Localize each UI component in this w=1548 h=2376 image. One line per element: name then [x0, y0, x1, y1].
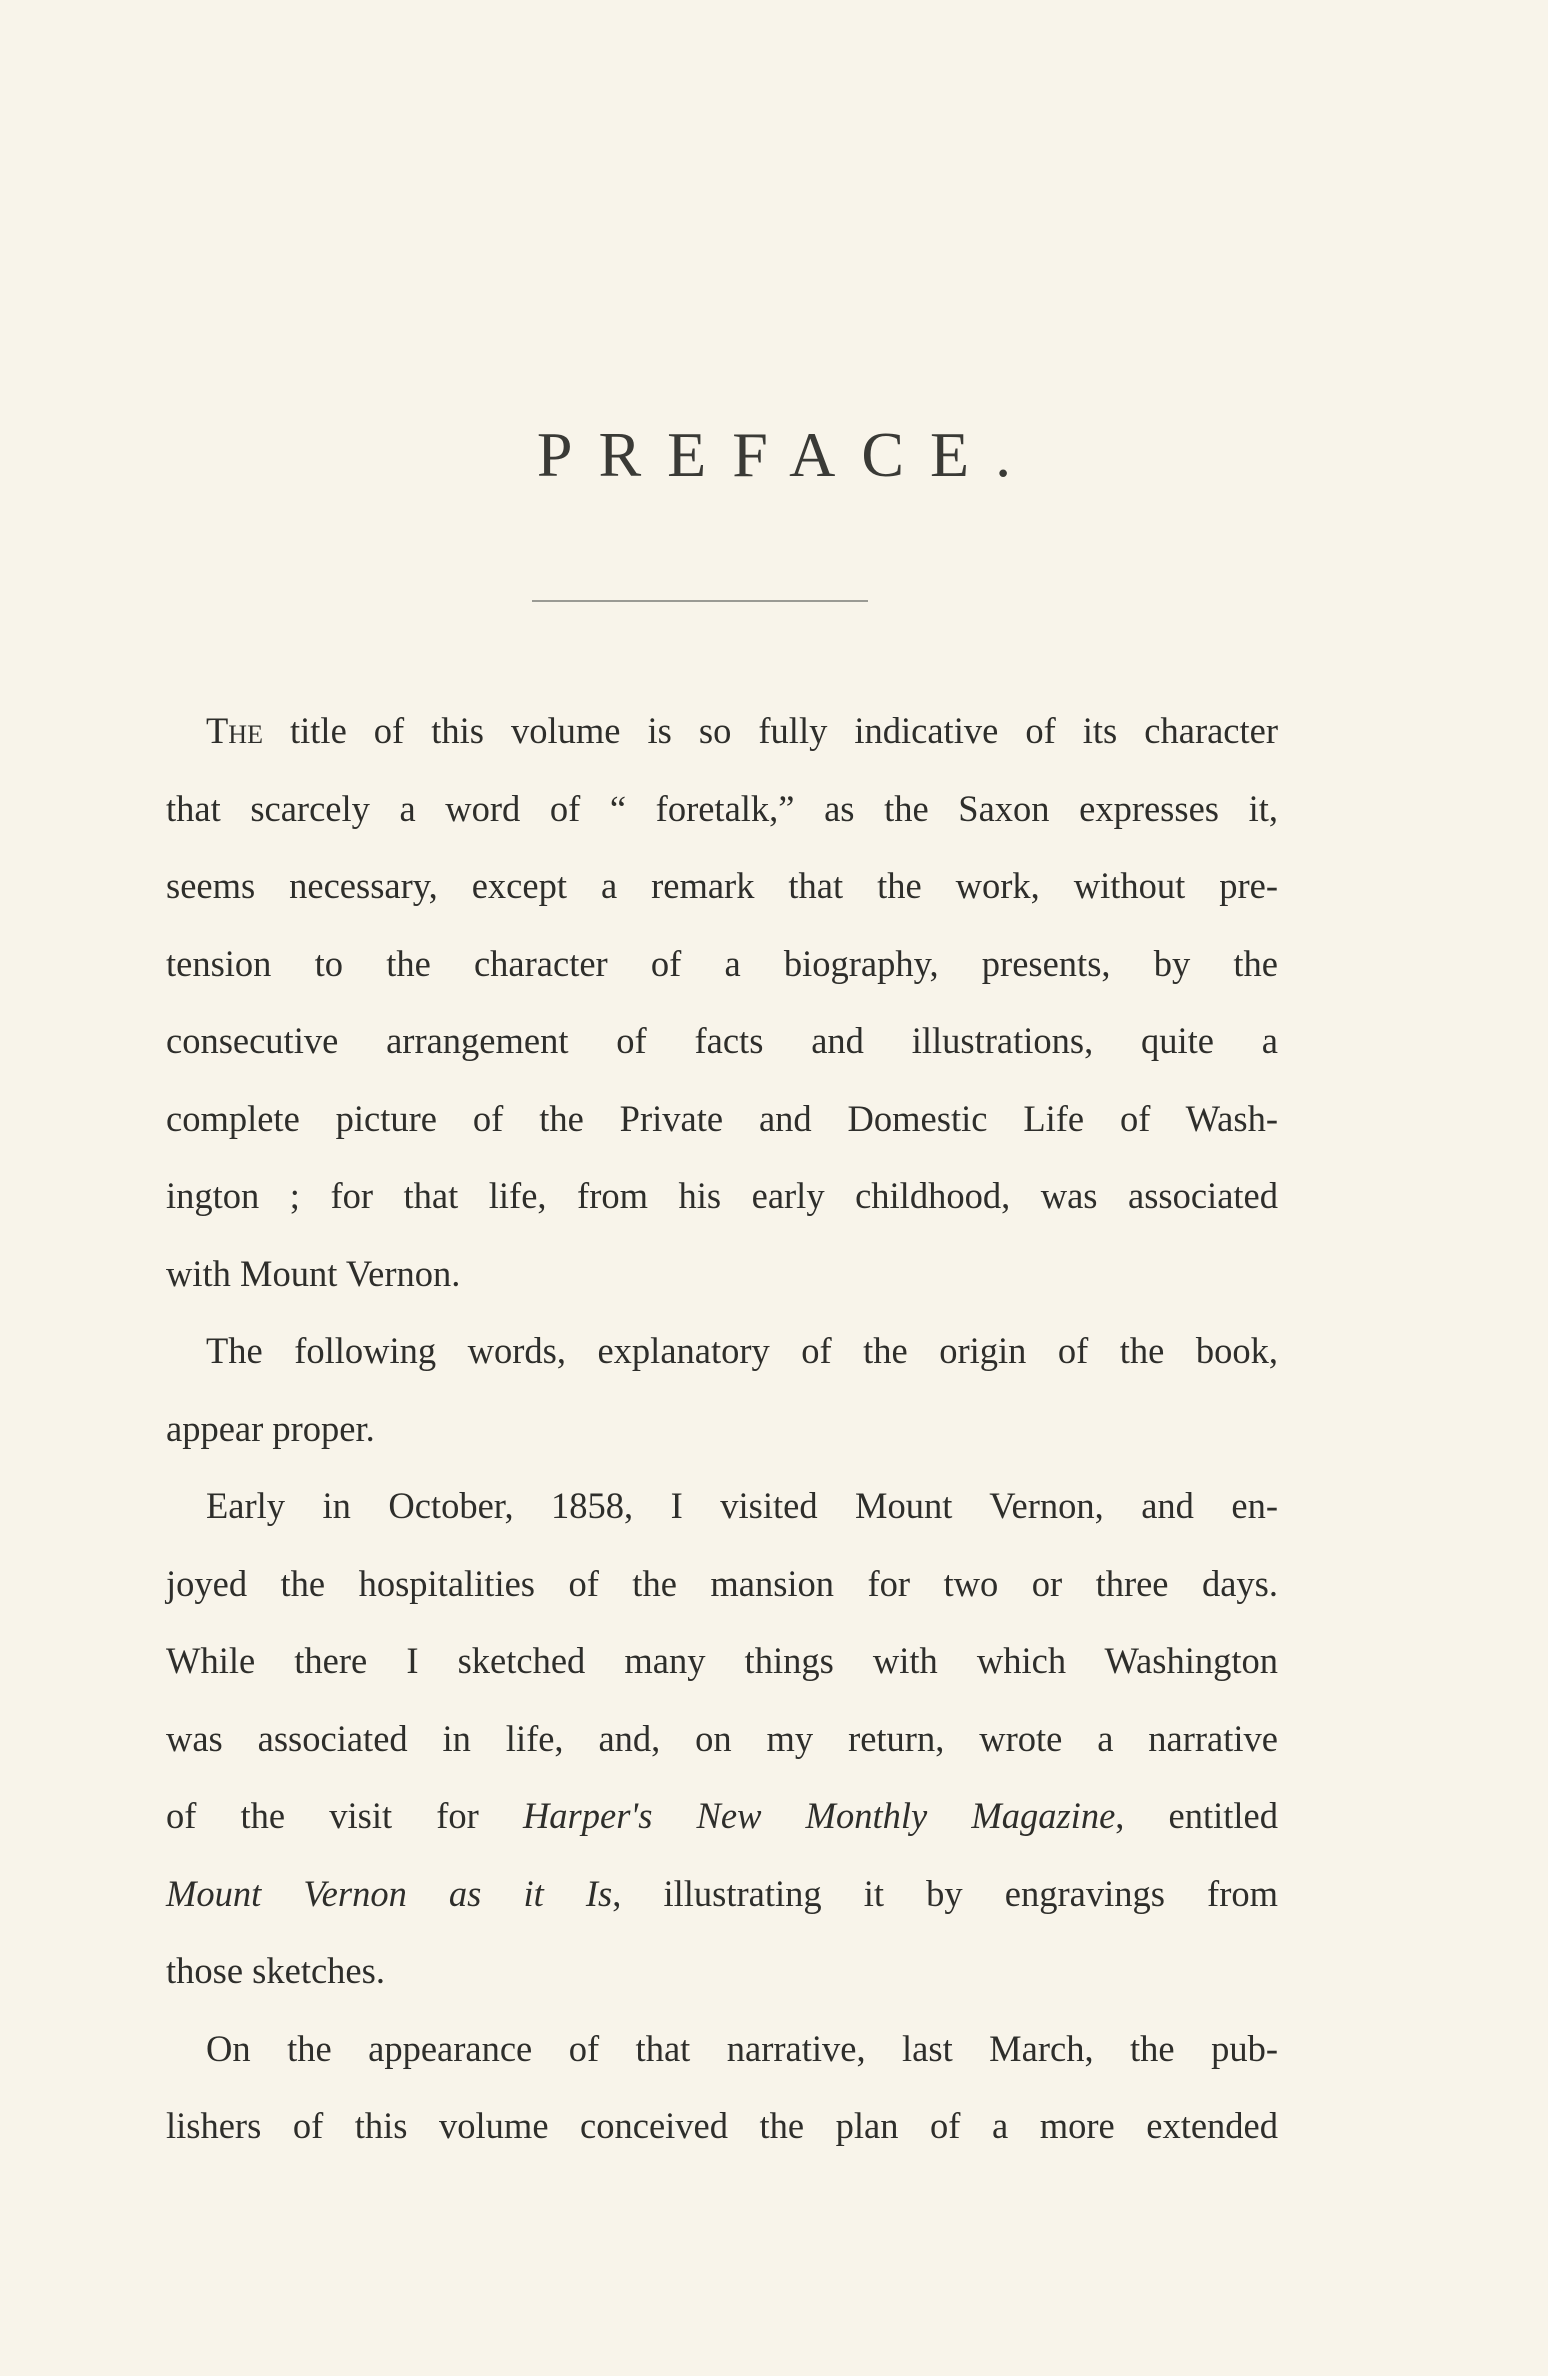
text-line: was associated in life, and, on my return, wrote a narrative: [166, 1717, 1278, 1759]
text-line: While there I sketched many things with which Washington: [166, 1640, 1278, 1681]
text-line: of the visit for Harper's New Monthly Magazine, entitled: [166, 1795, 1278, 1836]
preface-body: [166, 692, 1278, 2165]
article-title: Mount Vernon as it Is: [166, 1872, 613, 1914]
text-line: The title of this volume is so fully indicative of its character: [206, 710, 1278, 751]
text-line: complete picture of the Private and Domestic Life of Wash-: [166, 1097, 1278, 1139]
text-line: On the appearance of that narrative, last March, the pub-: [206, 2027, 1278, 2069]
text-line: Mount Vernon as it Is, illustrating it by engravings from: [166, 1872, 1279, 1914]
text-line: appear proper.: [166, 1407, 375, 1449]
preface-heading: PREFACE.: [536, 419, 1038, 490]
lead-word: The: [206, 710, 263, 751]
text-line: with Mount Vernon.: [166, 1252, 461, 1294]
text-line: those sketches.: [166, 1950, 385, 1991]
text-line: Early in October, 1858, I visited Mount Vernon, and en-: [206, 1485, 1278, 1526]
text-line: lishers of this volume conceived the plan of a more extended: [166, 2105, 1278, 2146]
text-line: ington ; for that life, from his early childhood, was associated: [166, 1175, 1278, 1216]
text-line: seems necessary, except a remark that the work, without pre-: [166, 865, 1278, 906]
text-line: consecutive arrangement of facts and illustrations, quite a: [166, 1020, 1278, 1061]
magazine-title: Harper's New Monthly Magazine: [522, 1795, 1116, 1836]
text-line: joyed the hospitalities of the mansion for two or three days.: [166, 1562, 1278, 1604]
text-line: The following words, explanatory of the origin of the book,: [206, 1330, 1278, 1371]
heading-rule: [532, 600, 868, 602]
text-line: tension to the character of a biography, presents, by the: [166, 942, 1278, 984]
text-line: that scarcely a word of “ foretalk,” as the Saxon expresses it,: [166, 787, 1278, 829]
